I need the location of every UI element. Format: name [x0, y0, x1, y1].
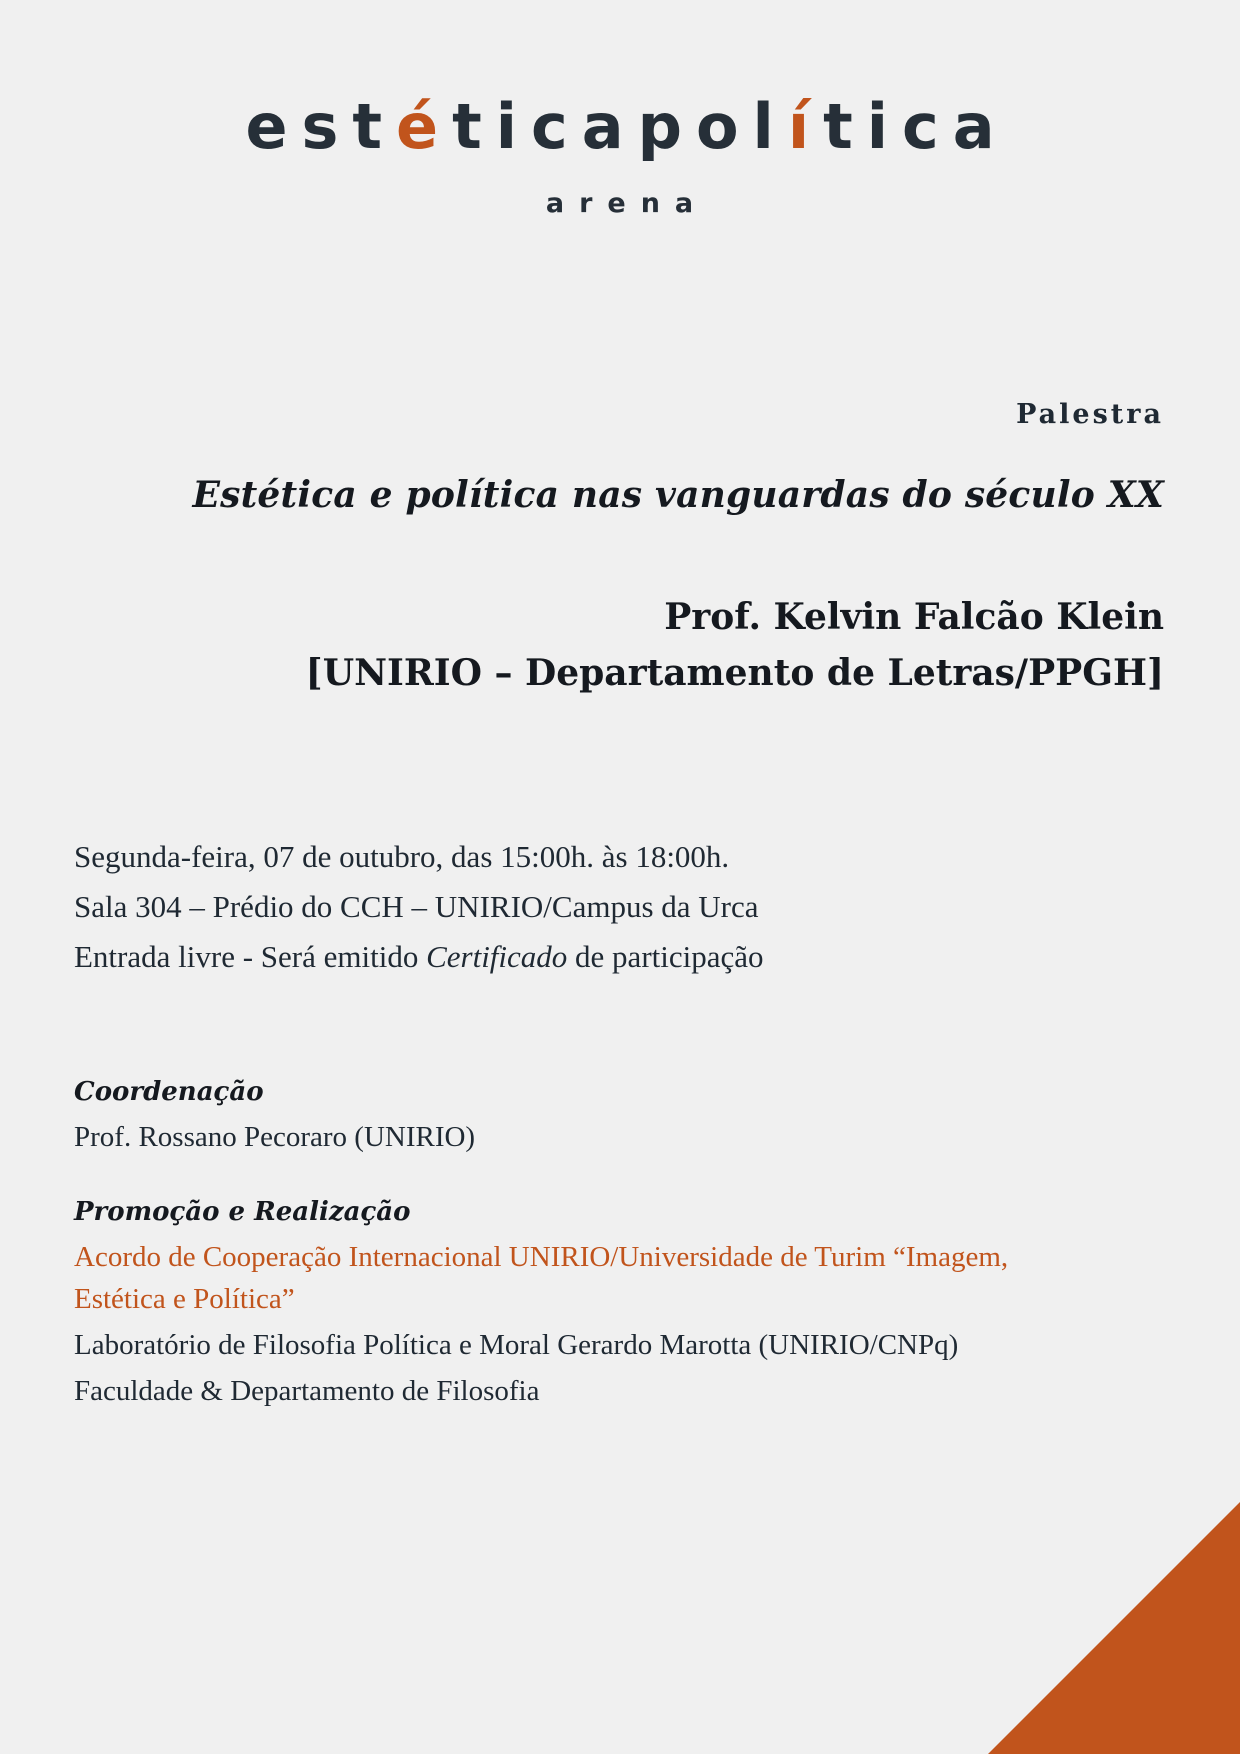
event-place: Sala 304 – Prédio do CCH – UNIRIO/Campus da Urca: [74, 888, 759, 924]
coordination-label: Coordenação: [74, 1077, 264, 1108]
logo-part-3: ticapol: [452, 90, 788, 163]
entry-suffix: de participação: [567, 939, 764, 975]
logo-part-4-accent: í: [787, 90, 824, 163]
promotion-label: Promoção e Realização: [74, 1196, 411, 1227]
promotion-line-2: Faculdade & Departamento de Filosofia: [74, 1374, 540, 1407]
speaker-affiliation: [UNIRIO – Departamento de Letras/PPGH]: [305, 651, 1164, 694]
event-datetime: Segunda-feira, 07 de outubro, das 15:00h. às 18:00h.: [74, 838, 730, 874]
promotion-highlight: Acordo de Cooperação Internacional UNIRIO/Universidade de Turim “Imagem, Estética e Política”: [74, 1240, 1009, 1315]
brand-logo-wordmark: [14, 90, 1240, 163]
event-header: [0, 399, 1240, 702]
corner-triangle-decoration: [988, 1502, 1240, 1754]
logo-part-2-accent: é: [396, 90, 453, 163]
event-kicker: Palestra: [1016, 399, 1164, 430]
logo-block: [0, 0, 1240, 219]
speaker-name: Prof. Kelvin Falcão Klein: [664, 596, 1164, 638]
entry-prefix: Entrada livre - Será emitido: [74, 939, 427, 975]
page-title: Estética e política nas vanguardas do século XX: [192, 474, 1164, 516]
brand-logo-subtitle: arena: [545, 188, 709, 219]
logo-part-5: tica: [823, 90, 1009, 163]
coordination-name: Prof. Rossano Pecoraro (UNIRIO): [74, 1120, 476, 1153]
event-details: [0, 832, 1240, 983]
event-entry-info: [74, 932, 1240, 982]
credits-block: [0, 1074, 1084, 1412]
promotion-group: [74, 1194, 1084, 1412]
promotion-line-1: Laboratório de Filosofia Política e Moral Gerardo Marotta (UNIRIO/CNPq): [74, 1328, 959, 1361]
entry-emphasis: Certificado: [426, 939, 568, 975]
logo-part-1: est: [245, 90, 397, 163]
coordination-group: [74, 1074, 1084, 1158]
speaker-block: [0, 590, 1164, 702]
